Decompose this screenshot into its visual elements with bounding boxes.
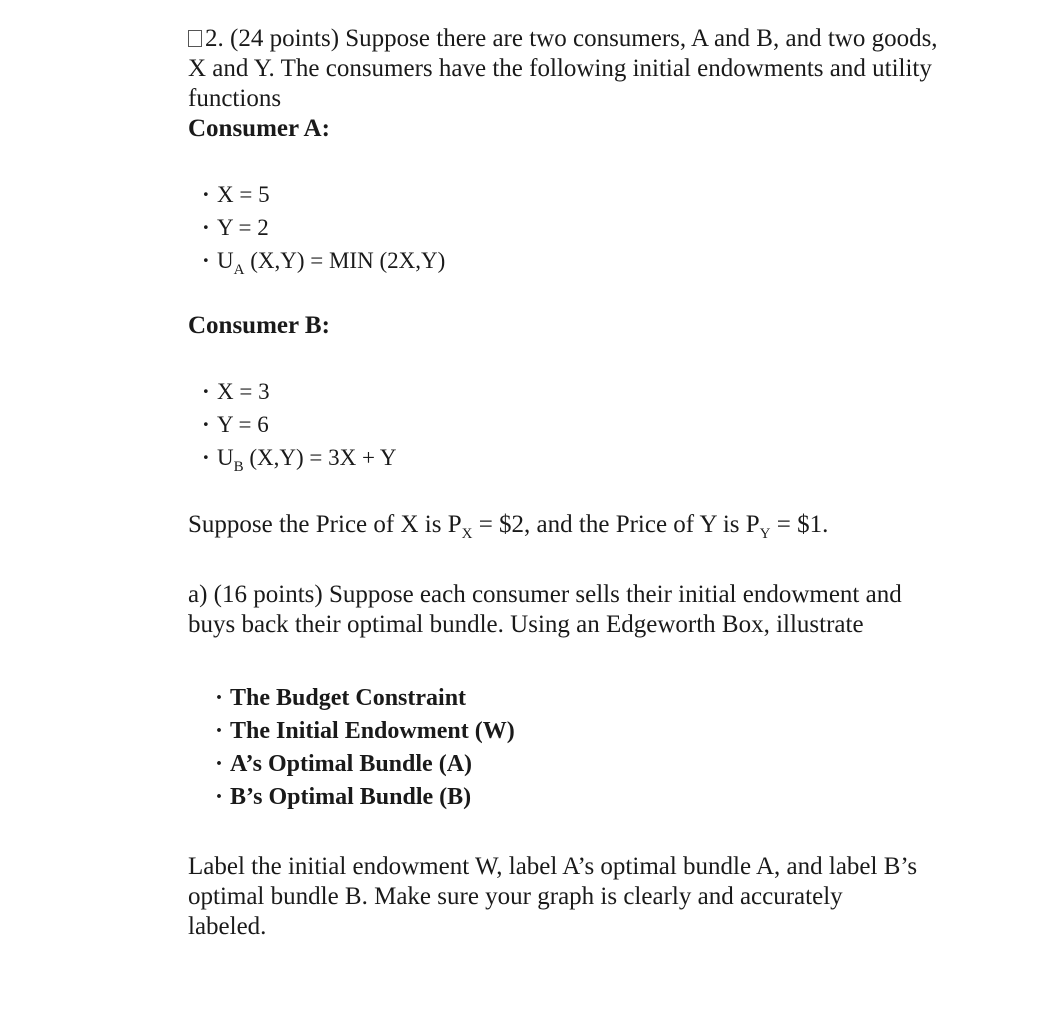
problem-text: [188, 24, 968, 942]
consumer-b-list: [202, 375, 968, 474]
bullet-icon: ·: [202, 215, 210, 240]
part-a-text: a) (16 points) Suppose each consumer sells their initial endowment and buys back their optimal bundle. Using an Edgeworth Box, illustrate: [188, 581, 902, 638]
list-item: · $U_A$ (X,Y) = MIN (2X,Y): [202, 244, 968, 277]
consumer-b-heading: Consumer B:: [188, 312, 330, 339]
bullet-icon: ·: [202, 445, 210, 470]
bullet-icon: ·: [215, 751, 224, 777]
bullet-icon: ·: [202, 412, 210, 437]
closing-instructions: Label the initial endowment W, label A’s optimal bundle A, and label B’s optimal bundle B. Make sure your graph is clearly and accurately labeled.: [188, 853, 918, 940]
bullet-icon: ·: [215, 685, 224, 711]
list-item: · X = 3: [202, 375, 968, 408]
list-item: · Y = 6: [202, 408, 968, 441]
question-number: 2.: [205, 25, 224, 52]
question-intro: [188, 24, 958, 114]
list-item: · The Budget Constraint: [215, 682, 968, 715]
list-item: · Y = 2: [202, 211, 968, 244]
checkbox-icon: [188, 30, 202, 47]
consumer-a-list: [202, 178, 968, 277]
list-item: · $U_B$ (X,Y) = 3X + Y: [202, 441, 968, 474]
question-intro-text: (24 points) Suppose there are two consumers, A and B, and two goods, X and Y. The consumers have the following initial endowments and utility functions: [188, 25, 938, 112]
list-item: · The Initial Endowment (W): [215, 715, 968, 748]
bullet-icon: ·: [202, 182, 210, 207]
list-item: · A’s Optimal Bundle (A): [215, 748, 968, 781]
list-item: · X = 5: [202, 178, 968, 211]
bullet-icon: ·: [202, 248, 210, 273]
consumer-a-heading: Consumer A:: [188, 115, 330, 142]
bullet-icon: ·: [202, 379, 210, 404]
part-a-list: [215, 682, 968, 814]
price-statement: Suppose the Price of X is $P_X$ = $2, and the Price of Y is $P_Y$ = $1.: [188, 511, 829, 542]
bullet-icon: ·: [215, 784, 224, 810]
bullet-icon: ·: [215, 718, 224, 744]
list-item: · B’s Optimal Bundle (B): [215, 781, 968, 814]
